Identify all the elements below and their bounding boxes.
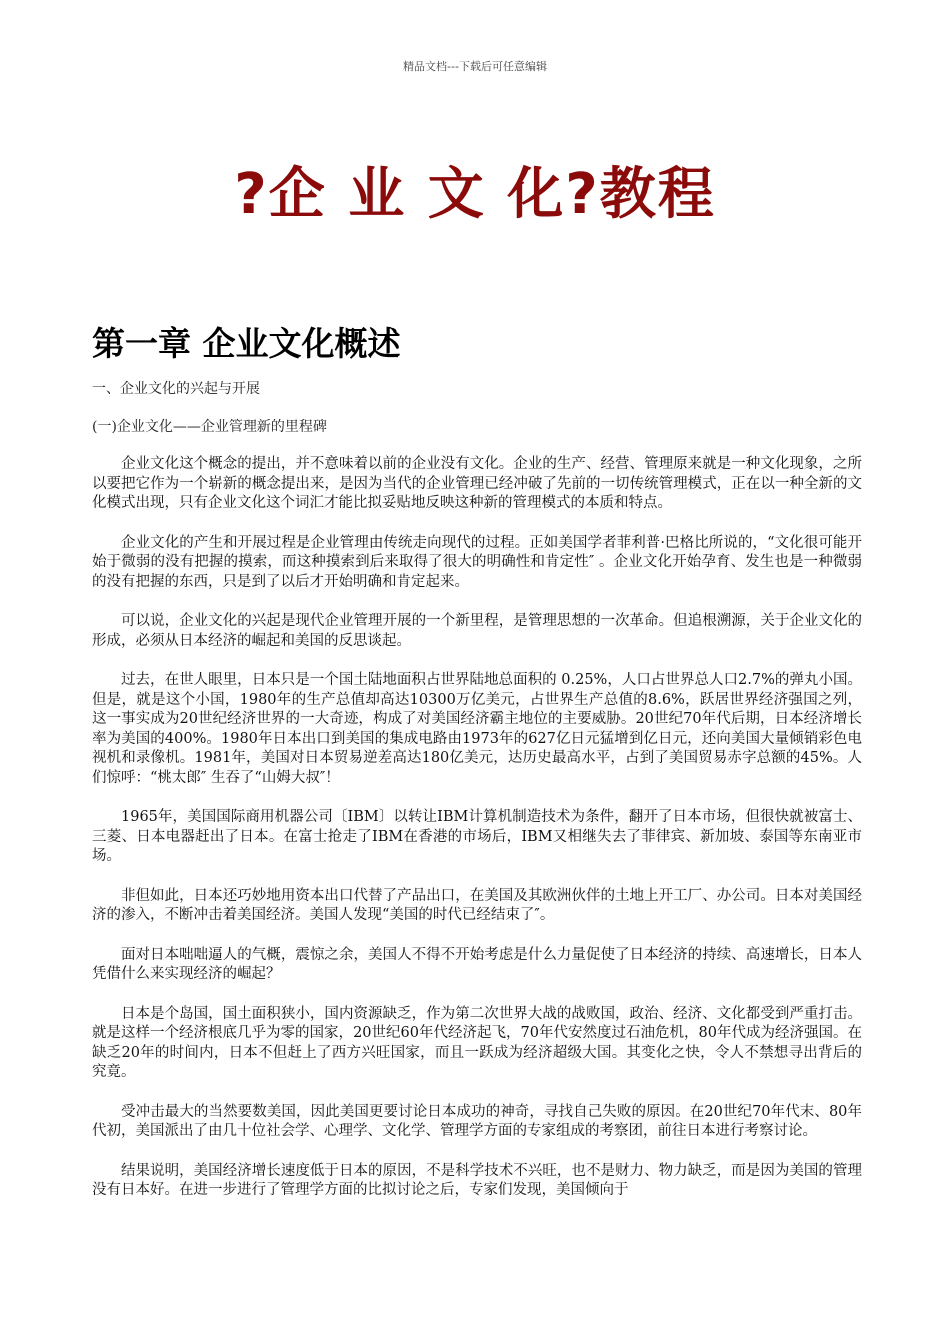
paragraph: 可以说，企业文化的兴起是现代企业管理开展的一个新里程，是管理思想的一次革命。但追根溯源，关于企业文化的形成，必须从日本经济的崛起和美国的反思谈起。 <box>92 613 862 649</box>
paragraph: 面对日本咄咄逼人的气概，震惊之余，美国人不得不开始考虑是什么力量促使了日本经济的持续、高速增长，日本人凭借什么来实现经济的崛起？ <box>92 946 862 982</box>
paragraph: 受冲击最大的当然要数美国，因此美国更要讨论日本成功的神奇，寻找自己失败的原因。在20世纪70年代末、80年代初，美国派出了由几十位社会学、心理学、文化学、管理学方面的专家组成的考察团，前往日本进行考察讨论。 <box>92 1103 862 1139</box>
body-text <box>92 455 862 1221</box>
subsection-heading: (一)企业文化——企业管理新的里程碑 <box>92 419 327 435</box>
header-note: 精品文档---下载后可任意编辑 <box>403 60 547 73</box>
paragraph: 结果说明，美国经济增长速度低于日本的原因，不是科学技术不兴旺，也不是财力、物力缺乏，而是因为美国的管理没有日本好。在进一步进行了管理学方面的比拟讨论之后，专家们发现，美国倾向于 <box>92 1162 862 1198</box>
paragraph: 1965年，美国国际商用机器公司〔IBM〕以转让IBM计算机制造技术为条件，翻开了日本市场，但很快就被富士、三菱、日本电器赶出了日本。在富士抢走了IBM在香港的市场后，IBM又相继失去了菲律宾、新加坡、泰国等东南亚市场。 <box>92 809 862 864</box>
chapter-title: 第一章 企业文化概述 <box>92 324 401 363</box>
section-heading: 一、企业文化的兴起与开展 <box>92 381 260 397</box>
paragraph: 日本是个岛国，国土面积狭小，国内资源缺乏，作为第二次世界大战的战败国，政治、经济、文化都受到严重打击。就是这样一个经济根底几乎为零的国家，20世纪60年代经济起飞，70年代安然度过石油危机，80年代成为经济强国。在缺乏20年的时间内，日本不但赶上了西方兴旺国家，而且一跃成为经济超级大国。其变化之快，令人不禁想寻出背后的究竟。 <box>92 1005 862 1080</box>
paragraph: 企业文化的产生和开展过程是企业管理由传统走向现代的过程。正如美国学者菲利普·巴格比所说的，“文化很可能开始于微弱的没有把握的摸索，而这种摸索到后来取得了很大的明确性和肯定性″ 。企业文化开始孕育、发生也是一种微弱的没有把握的东西，只是到了以后才开始明确和肯定起来。 <box>92 534 862 590</box>
paragraph: 非但如此，日本还巧妙地用资本出口代替了产品出口，在美国及其欧洲伙伴的土地上开工厂、办公司。日本对美国经济的渗入，不断冲击着美国经济。美国人发现“美国的时代已经结束了″。 <box>92 887 862 923</box>
paragraph: 过去，在世人眼里，日本只是一个国土陆地面积占世界陆地总面积的 0.25%，人口占世界总人口2.7%的弹丸小国。但是，就是这个小国，1980年的生产总值却高达10300万亿美元，占世界生产总值的8.6%，跃居世界经济强国之列，这一事实成为20世纪经济世界的一大奇迹，构成了对美国经济霸主地位的主要威胁。20世纪70年代后期，日本经济增长率为美国的400%。1980年日本出口到美国的集成电路由1973年的627亿日元猛增到亿日元，还向美国大量倾销彩色电视机和录像机。1981年，美国对日本贸易逆差高达180亿美元，达历史最高水平，占到了美国贸易赤字总额的45%。人们惊呼：“桃太郎″ 生吞了“山姆大叔″！ <box>92 672 862 786</box>
paragraph: 企业文化这个概念的提出，并不意味着以前的企业没有文化。企业的生产、经营、管理原来就是一种文化现象，之所以要把它作为一个崭新的概念提出来，是因为当代的企业管理已经冲破了先前的一切传统管理模式，正在以一种全新的文化模式出现，只有企业文化这个词汇才能比拟妥贴地反映这种新的管理模式的本质和特点。 <box>92 456 862 511</box>
document-title: ?企 业 文 化?教程 <box>234 162 716 227</box>
